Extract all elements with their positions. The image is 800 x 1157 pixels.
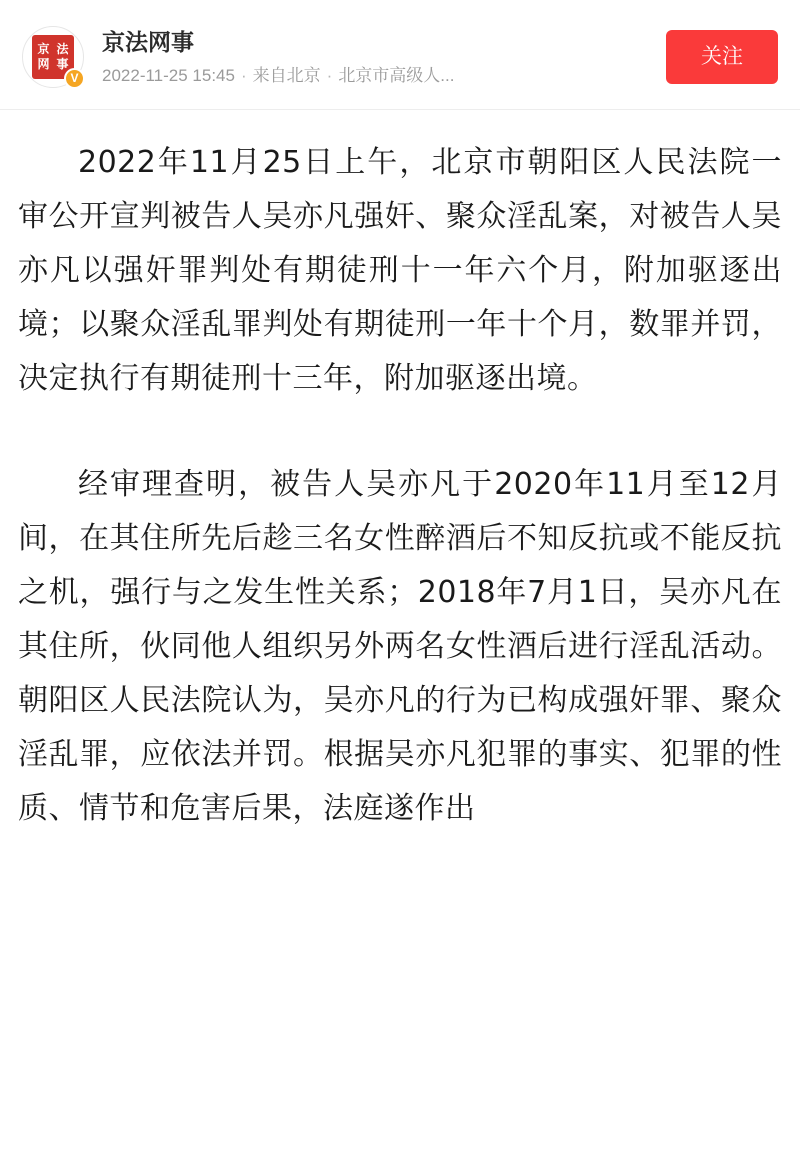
post-timestamp: 2022-11-25 15:45 — [102, 65, 235, 85]
meta-separator-2: · — [326, 65, 333, 85]
post-meta — [102, 65, 572, 87]
article-body — [0, 110, 800, 836]
header-text-block — [102, 27, 652, 87]
article-paragraph-1: 2022年11月25日上午，北京市朝阳区人民法院一审公开宣判被告人吴亦凡强奸、聚众淫乱案，对被告人吴亦凡以强奸罪判处有期徒刑十一年六个月，附加驱逐出境；以聚众淫乱罪判处有期徒刑一年十个月，数罪并罚，决定执行有期徒刑十三年，附加驱逐出境。 — [18, 145, 782, 396]
post-source: 来自北京 — [252, 65, 321, 85]
seal-char-4: 事 — [56, 56, 69, 71]
seal-char-1: 京 — [37, 41, 50, 56]
article-paragraph-2: 经审理查明，被告人吴亦凡于2020年11月至12月间，在其住所先后趁三名女性醉酒后不知反抗或不能反抗之机，强行与之发生性关系；2018年7月1日，吴亦凡在其住所，伙同他人组织另外两名女性酒后进行淫乱活动。朝阳区人民法院认为，吴亦凡的行为已构成强奸罪、聚众淫乱罪，应依法并罚。根据吴亦凡犯罪的事实、犯罪的性质、情节和危害后果，法庭遂作出 — [18, 467, 782, 826]
verified-badge-icon: V — [64, 68, 85, 89]
post-header — [0, 0, 800, 110]
meta-separator-1: · — [240, 65, 247, 85]
follow-button[interactable]: 关注 — [666, 30, 778, 84]
seal-char-2: 法 — [56, 41, 69, 56]
seal-char-3: 网 — [37, 56, 50, 71]
account-name[interactable]: 京法网事 — [102, 28, 194, 55]
avatar[interactable] — [22, 26, 84, 88]
post-publisher: 北京市高级人... — [338, 65, 455, 85]
